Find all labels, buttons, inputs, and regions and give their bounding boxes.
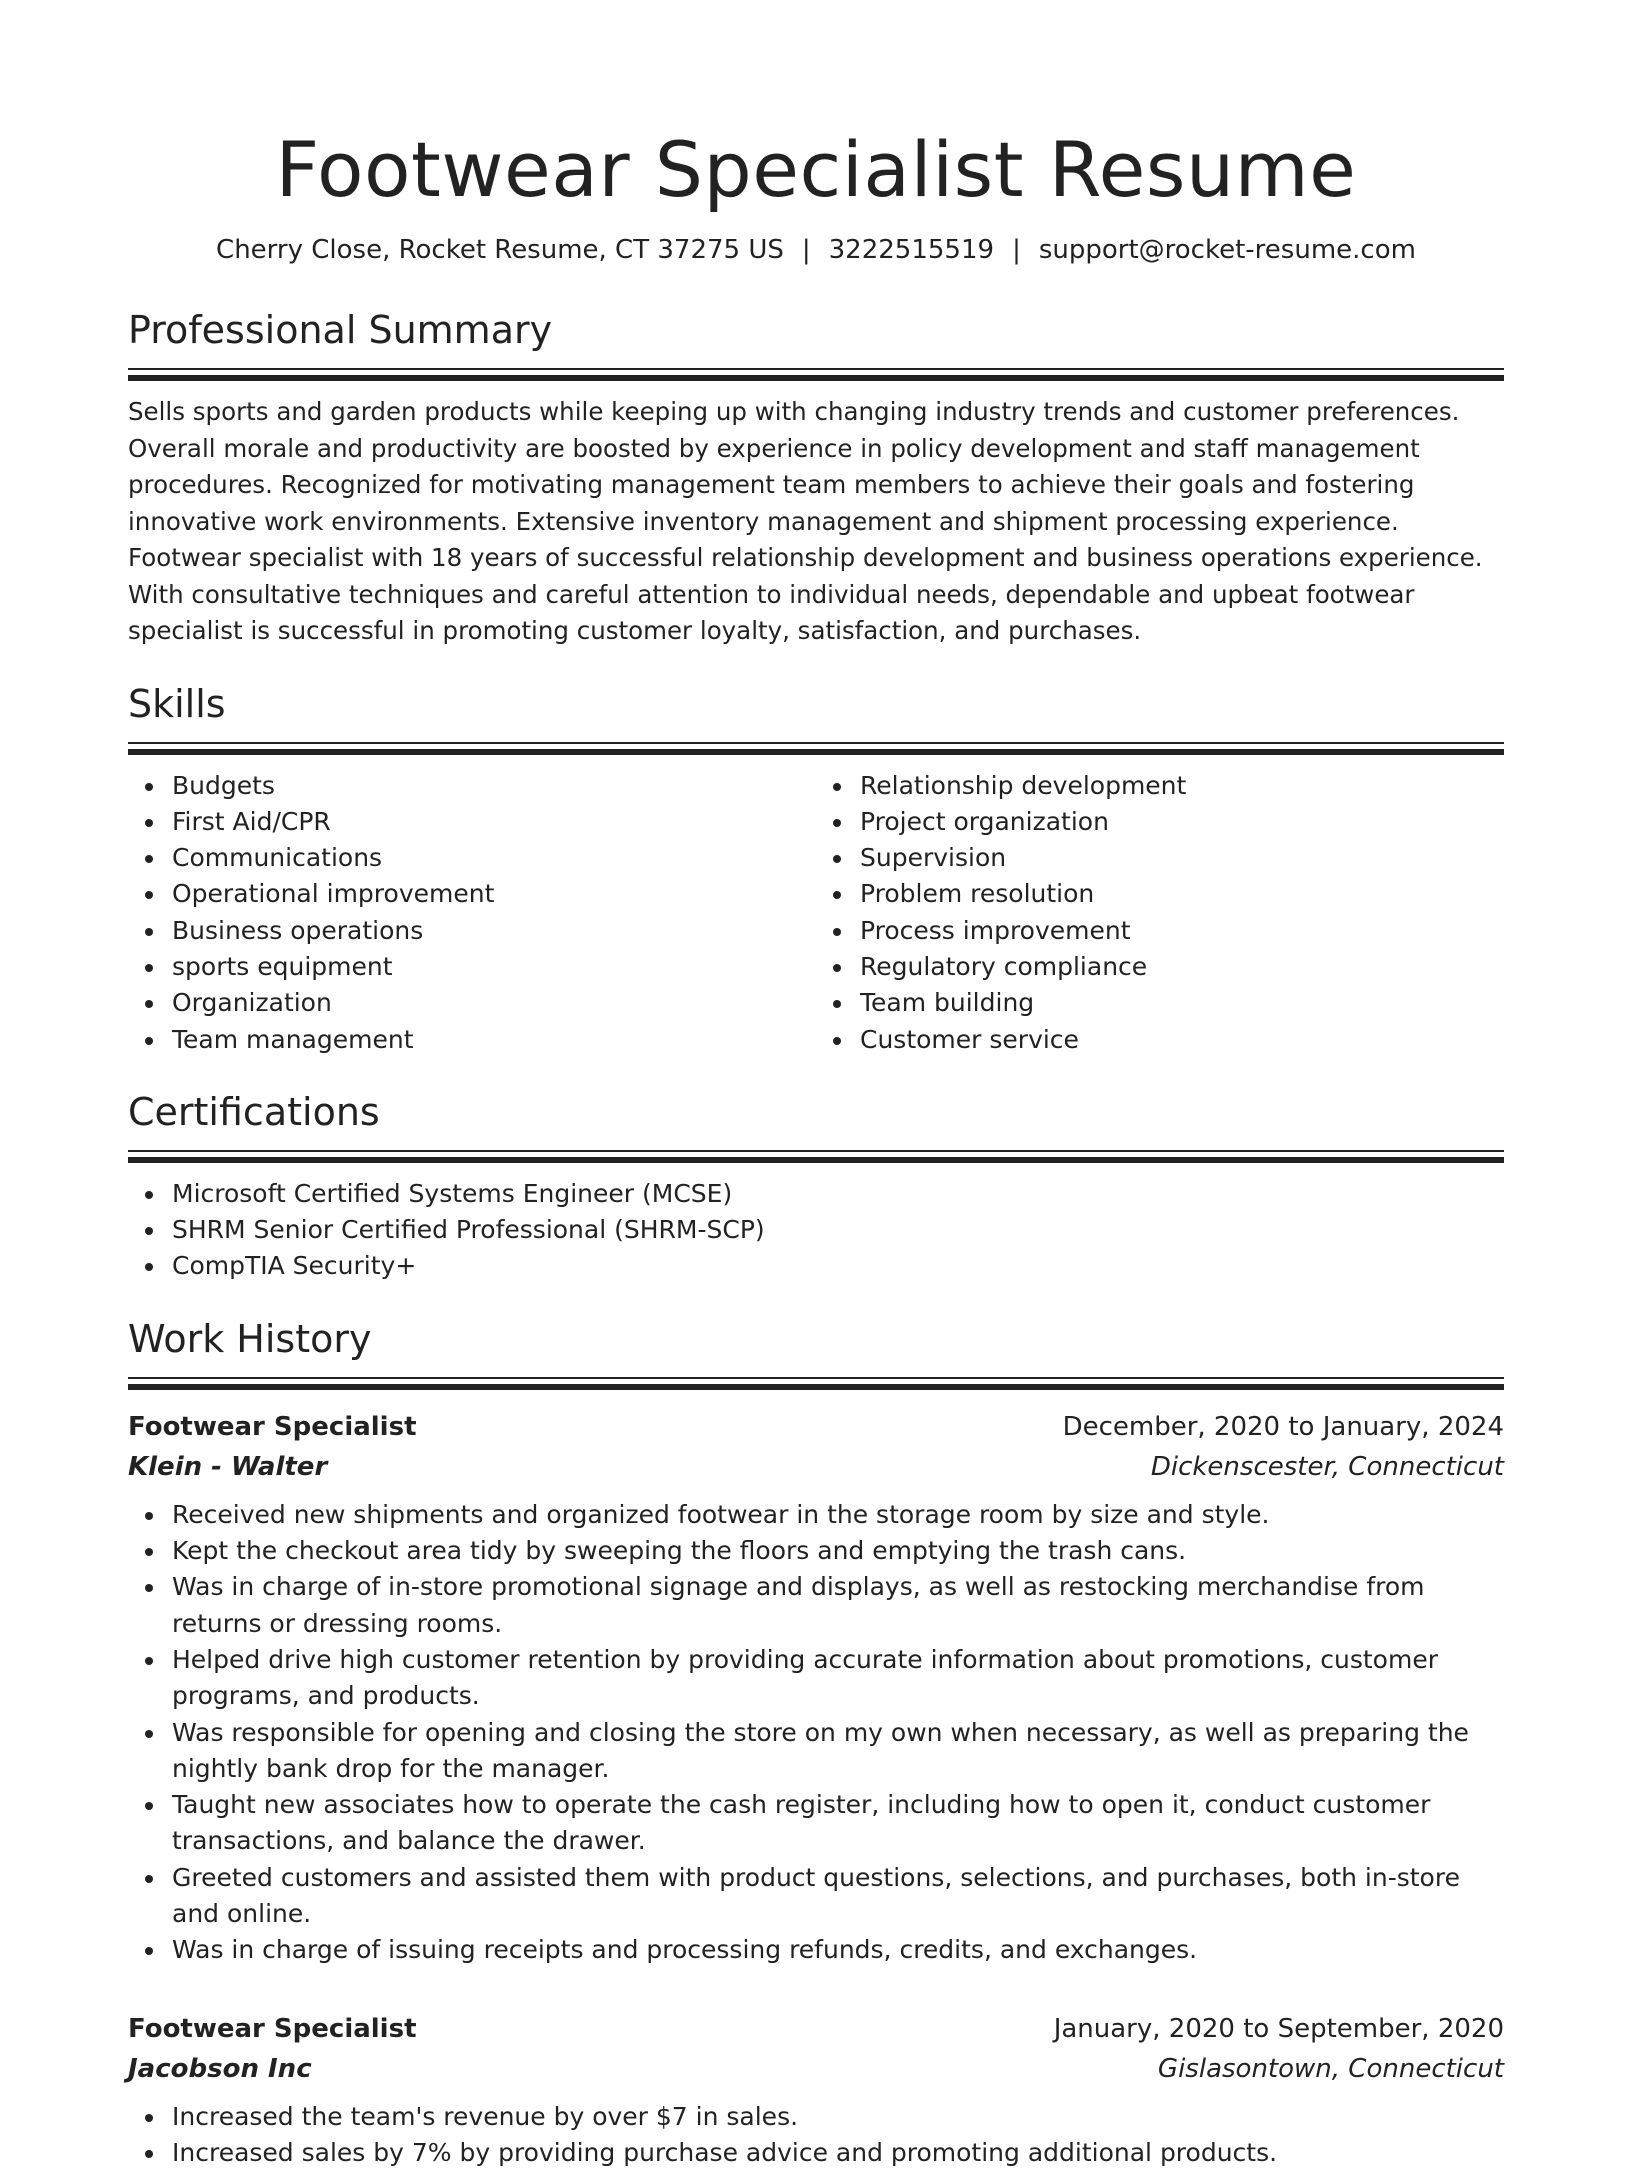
contact-separator: | [801,235,811,265]
skill-item: Customer service [860,1022,1504,1058]
job-entry [128,1407,1504,1969]
skill-item: Relationship development [860,768,1504,804]
job-duty-item: Increased sales by 7% by providing purchase advice and promoting additional products. [172,2135,1504,2171]
job-entry [128,2009,1504,2171]
skills-section [128,680,1504,1058]
contact-address: Cherry Close, Rocket Resume, CT 37275 US [216,235,784,265]
job-duties-list [128,1497,1504,1969]
job-header-row [128,1407,1504,1447]
job-duty-item: Kept the checkout area tidy by sweeping the floors and emptying the trash cans. [172,1533,1504,1569]
job-duty-item: Was in charge of in-store promotional signage and displays, as well as restocking merchandise from returns or dressing rooms. [172,1569,1504,1642]
contact-separator: | [1012,235,1021,265]
skill-item: Team building [860,985,1504,1021]
contact-email: support@rocket-resume.com [1038,235,1416,265]
skills-grid [128,768,1504,1058]
job-location: Dickenscester, Connecticut [1150,1451,1504,1482]
job-duty-item: Received new shipments and organized footwear in the storage room by size and style. [172,1497,1504,1533]
job-duties-list [128,2099,1504,2171]
skill-item: First Aid/CPR [172,804,816,840]
summary-section [128,306,1504,650]
skill-item: Regulatory compliance [860,949,1504,985]
contact-line [128,232,1504,268]
skill-item: Business operations [172,913,816,949]
work-history-heading: Work History [128,1316,372,1361]
job-company-row [128,1447,1504,1487]
job-company: Klein - Walter [128,1451,328,1482]
skills-list-left [128,768,816,1058]
skills-heading: Skills [128,681,226,726]
job-dates: January, 2020 to September, 2020 [1053,2013,1504,2044]
job-duty-item: Taught new associates how to operate the cash register, including how to open it, conduct customer transactions, and balance the drawer. [172,1787,1504,1860]
job-duty-item: Increased the team's revenue by over $7 in sales. [172,2099,1504,2135]
resume-page [128,120,1504,2171]
section-divider [128,1377,1504,1389]
contact-phone: 3222515519 [828,235,995,265]
summary-heading: Professional Summary [128,308,553,352]
skill-item: Operational improvement [172,876,816,912]
certification-item: Microsoft Certified Systems Engineer (MCSE) [172,1176,1504,1212]
certifications-section [128,1088,1504,1285]
certifications-list [128,1176,1504,1285]
skill-item: Project organization [860,804,1504,840]
resume-title: Footwear Specialist Resume [275,125,1357,214]
skill-item: Organization [172,985,816,1021]
skill-item: Process improvement [860,913,1504,949]
skills-list-right [816,768,1504,1058]
job-company: Jacobson Inc [128,2053,312,2084]
job-dates: December, 2020 to January, 2024 [1062,1411,1504,1442]
skill-item: sports equipment [172,949,816,985]
section-divider [128,368,1504,380]
summary-text: Sells sports and garden products while keeping up with changing industry trends and customer preferences. Overall morale and productivity are boosted by experience in policy development and staff management procedures. Recognized for motivating management team members to achieve their goals and fostering innovative work environments. Extensive inventory management and shipment processing experience. Footwear specialist with 18 years of successful relationship development and business operations experience. With consultative techniques and careful attention to individual needs, dependable and upbeat footwear specialist is successful in promoting customer loyalty, satisfaction, and purchases. [128,397,1483,645]
skill-item: Supervision [860,840,1504,876]
job-duty-item: Greeted customers and assisted them with product questions, selections, and purchases, both in-store and online. [172,1860,1504,1933]
certification-item: CompTIA Security+ [172,1248,1504,1284]
skill-item: Team management [172,1022,816,1058]
certifications-heading: Certifications [128,1089,380,1134]
job-duty-item: Was responsible for opening and closing the store on my own when necessary, as well as preparing the nightly bank drop for the manager. [172,1715,1504,1788]
job-duty-item: Helped drive high customer retention by providing accurate information about promotions, customer programs, and products. [172,1642,1504,1715]
job-title: Footwear Specialist [128,2013,417,2044]
section-divider [128,1150,1504,1162]
skill-item: Communications [172,840,816,876]
skill-item: Budgets [172,768,816,804]
section-divider [128,742,1504,754]
job-title: Footwear Specialist [128,1411,417,1442]
job-header-row [128,2009,1504,2049]
skill-item: Problem resolution [860,876,1504,912]
job-duty-item: Was in charge of issuing receipts and processing refunds, credits, and exchanges. [172,1932,1504,1968]
job-location: Gislasontown, Connecticut [1157,2053,1504,2084]
certification-item: SHRM Senior Certified Professional (SHRM-SCP) [172,1212,1504,1248]
job-company-row [128,2049,1504,2089]
work-history-section [128,1315,1504,2171]
